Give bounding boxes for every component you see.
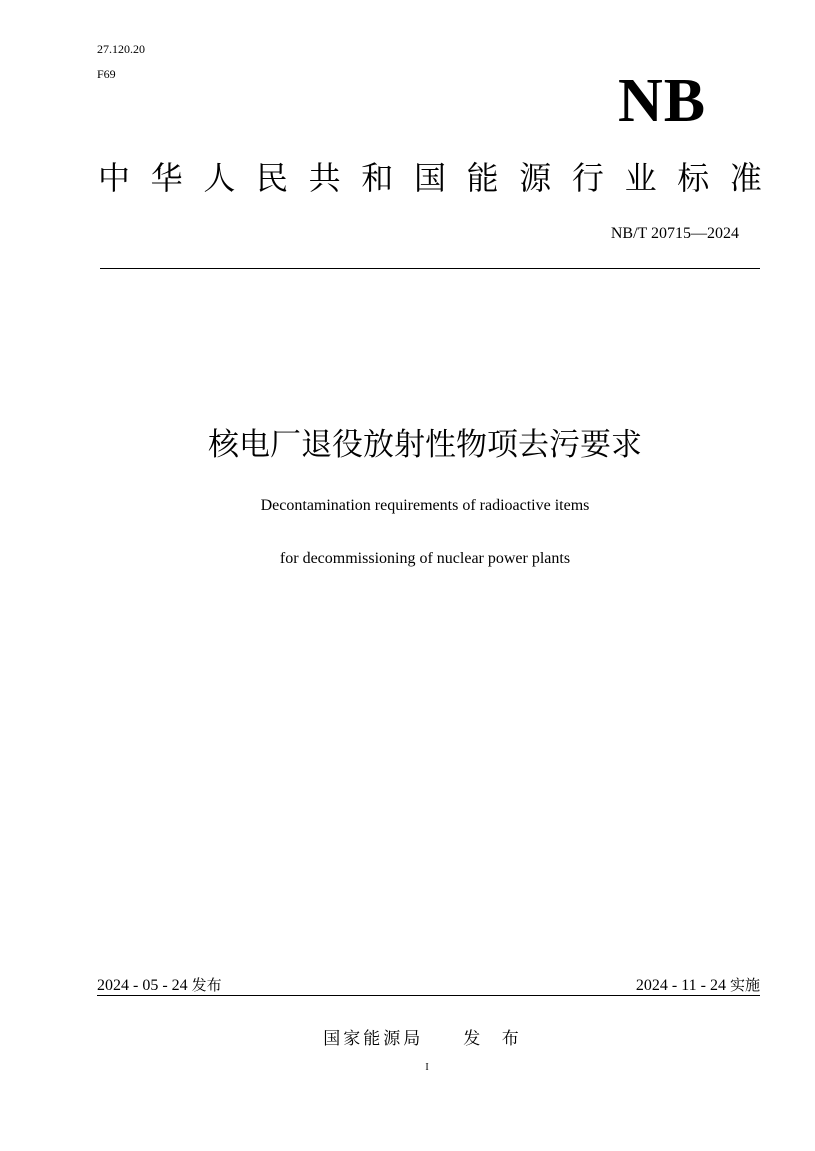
standard-title-char: 中 xyxy=(98,159,131,197)
standard-category-title xyxy=(98,156,762,200)
standard-number: NB/T 20715—2024 xyxy=(610,225,739,242)
standard-title-char: 源 xyxy=(519,159,552,197)
issue-label: 发布 xyxy=(191,976,222,994)
standard-title-char: 民 xyxy=(255,159,288,197)
issue-date-block xyxy=(97,975,222,996)
standard-title-char: 行 xyxy=(571,159,604,197)
standard-title-char: 能 xyxy=(466,159,499,197)
header-divider xyxy=(100,268,760,269)
standard-title-char: 人 xyxy=(203,159,236,197)
implementation-date-block xyxy=(636,975,760,996)
ccs-code: F69 xyxy=(97,67,116,81)
document-title-english-line2: for decommissioning of nuclear power plants xyxy=(279,550,571,567)
footer-divider xyxy=(97,995,760,996)
standard-title-char: 业 xyxy=(624,159,657,197)
document-title-english-line1: Decontamination requirements of radioactive items xyxy=(260,497,590,514)
standard-title-char: 准 xyxy=(729,159,762,197)
issuer-name: 国家能源局 xyxy=(323,1029,424,1049)
standard-title-char: 标 xyxy=(677,159,710,197)
standard-title-char: 共 xyxy=(308,159,341,197)
document-title-chinese: 核电厂退役放射性物项去污要求 xyxy=(208,427,642,463)
standard-title-char: 和 xyxy=(361,159,394,197)
standard-title-char: 国 xyxy=(413,159,446,197)
issue-word: 发 布 xyxy=(463,1029,527,1049)
issue-date: 2024 - 05 - 24 xyxy=(97,977,188,994)
nb-logo: NB xyxy=(618,67,707,135)
standard-title-char: 华 xyxy=(150,159,183,197)
ics-code: 27.120.20 xyxy=(97,42,145,56)
issuer-line xyxy=(0,1027,815,1051)
implementation-date: 2024 - 11 - 24 xyxy=(635,977,726,994)
implementation-label: 实施 xyxy=(729,976,760,994)
page-number: I xyxy=(425,1062,429,1073)
